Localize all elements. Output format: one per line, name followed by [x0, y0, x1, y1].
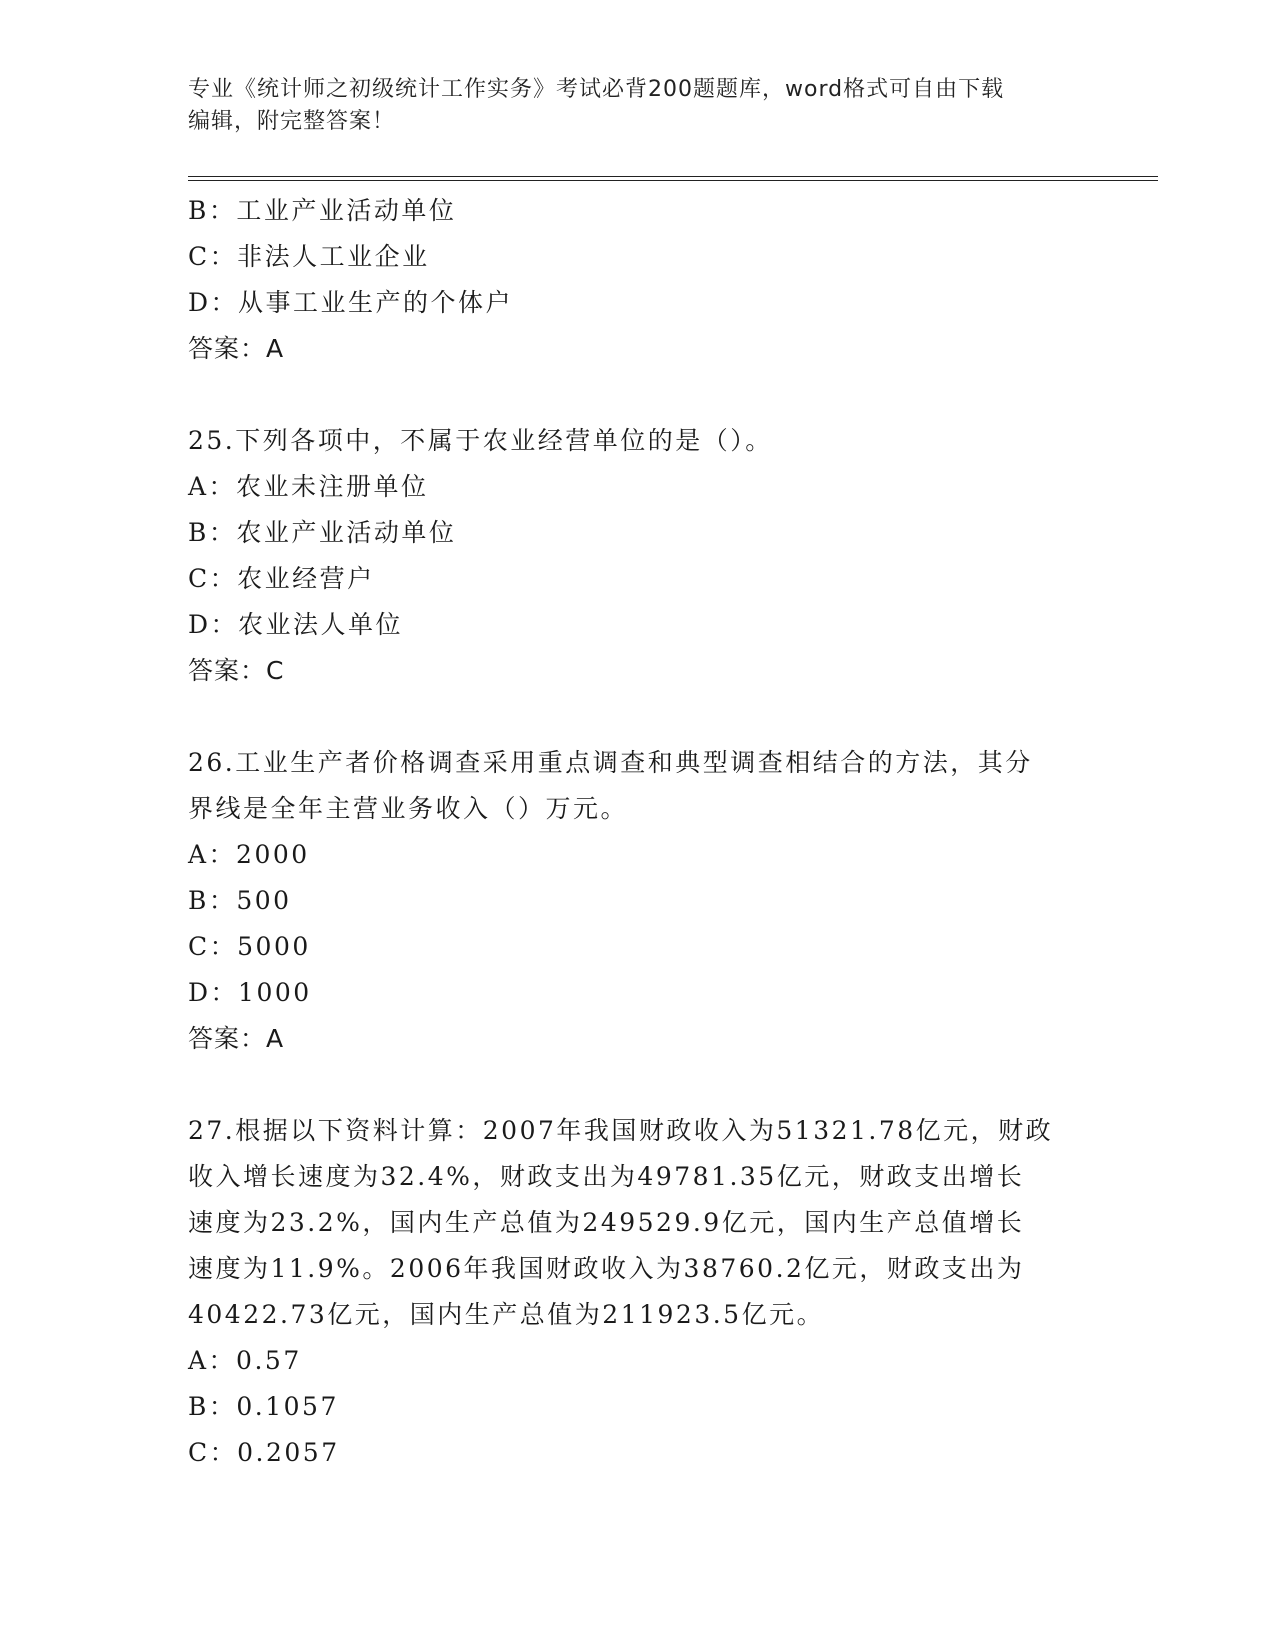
- option-b: B：0.1057: [188, 1392, 339, 1421]
- document-header: [188, 74, 1088, 138]
- question-text-line-2: 界线是全年主营业务收入（）万元。: [188, 794, 629, 823]
- header-title-line-2: 编辑，附完整答案！: [188, 109, 396, 134]
- option-a: A：0.57: [188, 1346, 302, 1375]
- question-text-line-2: 收入增长速度为32.4%，财政支出为49781.35亿元，财政支出增长: [188, 1162, 1025, 1191]
- question-25: [188, 418, 1088, 694]
- answer: 答案：C: [188, 656, 285, 685]
- option-d: D：1000: [188, 978, 312, 1007]
- option-a: A：农业未注册单位: [188, 472, 429, 501]
- option-c: C：非法人工业企业: [188, 242, 430, 271]
- question-27: [188, 1108, 1088, 1476]
- option-d: D：农业法人单位: [188, 610, 404, 639]
- question-26: [188, 740, 1088, 1062]
- question-text-line-5: 40422.73亿元，国内生产总值为211923.5亿元。: [188, 1300, 825, 1329]
- spacer: [188, 694, 1088, 740]
- question-text: 25.下列各项中，不属于农业经营单位的是（）。: [188, 426, 773, 455]
- option-b: B：500: [188, 886, 292, 915]
- header-title-line-1: 专业《统计师之初级统计工作实务》考试必背200题题库，word格式可自由下载: [188, 77, 1005, 102]
- option-b: B：工业产业活动单位: [188, 196, 457, 225]
- option-d: D：从事工业生产的个体户: [188, 288, 514, 317]
- option-c: C：农业经营户: [188, 564, 375, 593]
- spacer: [188, 372, 1088, 418]
- option-a: A：2000: [188, 840, 310, 869]
- header-divider: [188, 176, 1158, 181]
- answer: 答案：A: [188, 1024, 285, 1053]
- question-list: [188, 188, 1088, 1476]
- question-text-line-1: 26.工业生产者价格调查采用重点调查和典型调查相结合的方法，其分: [188, 748, 1033, 777]
- question-24: [188, 188, 1088, 372]
- question-text-line-1: 27.根据以下资料计算：2007年我国财政收入为51321.78亿元，财政: [188, 1116, 1054, 1145]
- spacer: [188, 1062, 1088, 1108]
- question-text-line-3: 速度为23.2%，国内生产总值为249529.9亿元，国内生产总值增长: [188, 1208, 1025, 1237]
- option-b: B：农业产业活动单位: [188, 518, 457, 547]
- answer: 答案：A: [188, 334, 285, 363]
- question-text-line-4: 速度为11.9%。2006年我国财政收入为38760.2亿元，财政支出为: [188, 1254, 1025, 1283]
- option-c: C：0.2057: [188, 1438, 340, 1467]
- option-c: C：5000: [188, 932, 311, 961]
